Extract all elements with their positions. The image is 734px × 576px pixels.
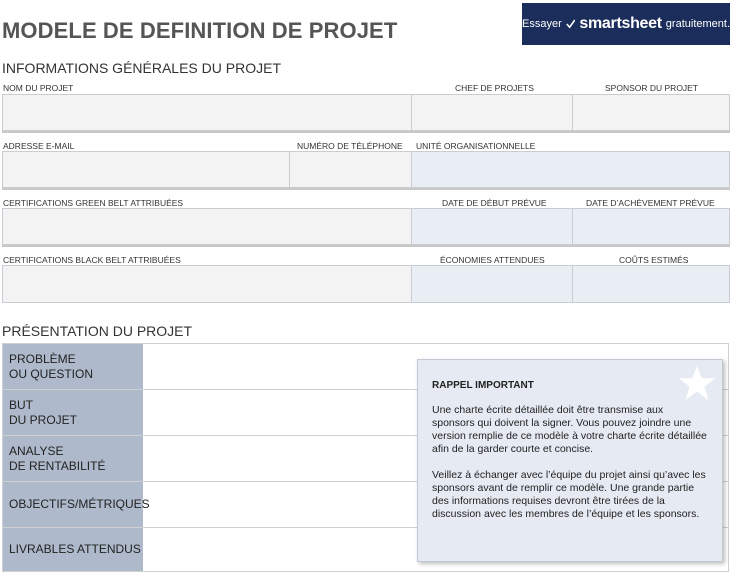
star-icon [678, 364, 716, 402]
expected-savings-field[interactable] [411, 265, 573, 303]
row-label-line: OU QUESTION [9, 366, 94, 381]
row-label-line: ANALYSE [9, 443, 64, 458]
row-divider [2, 131, 730, 133]
label-estimated-costs: COÛTS ESTIMÉS [619, 255, 689, 265]
row-label-line: DU PROJET [9, 412, 78, 427]
row-label-line: LIVRABLES ATTENDUS [9, 542, 141, 556]
row-label-problem [3, 344, 143, 389]
banner-suffix: gratuitement. [665, 18, 730, 30]
label-email: ADRESSE E-MAIL [3, 141, 75, 151]
row-label-goal [3, 390, 143, 435]
page-title: MODELE DE DEFINITION DE PROJET [2, 18, 398, 43]
project-manager-field[interactable] [411, 94, 573, 131]
label-green-belt: CERTIFICATIONS GREEN BELT ATTRIBUÉES [3, 198, 184, 208]
row-label-line: OBJECTIFS/MÉTRIQUES [9, 497, 150, 511]
note-paragraph-2: Veillez à échanger avec l’équipe du projet ainsi qu’avec les sponsors avant de remplir ce modèle. Une grande partie des informations requises devront être tirées de la discussion avec les membres de l’équipe et les sponsors. [432, 469, 706, 520]
label-org-unit: UNITÉ ORGANISATIONNELLE [416, 141, 536, 151]
banner-prefix: Essayer [522, 18, 562, 30]
project-sponsor-field[interactable] [572, 94, 730, 131]
label-project-name: NOM DU PROJET [3, 83, 74, 93]
smartsheet-trial-banner[interactable] [522, 3, 730, 45]
label-phone: NUMÉRO DE TÉLÉPHONE [297, 141, 403, 151]
phone-field[interactable] [289, 151, 412, 188]
important-reminder-note [417, 359, 723, 562]
label-expected-savings: ÉCONOMIES ATTENDUES [440, 255, 545, 265]
checkmark-logo-icon [566, 18, 576, 30]
note-paragraph-1: Une charte écrite détaillée doit être transmise aux sponsors qui doivent la signer. Vous pouvez joindre une version remplie de ce modèle à votre charte écrite détaillée afin de la garder courte et concise. [432, 404, 707, 455]
general-info-heading: INFORMATIONS GÉNÉRALES DU PROJET [2, 60, 281, 76]
row-label-business-case [3, 436, 143, 481]
start-date-field[interactable] [411, 208, 573, 245]
label-project-sponsor: SPONSOR DU PROJET [605, 83, 699, 93]
row-label-deliverables [3, 528, 143, 571]
email-field[interactable] [2, 151, 290, 188]
project-name-field[interactable] [2, 94, 412, 131]
green-belt-field[interactable] [2, 208, 412, 245]
row-divider [2, 245, 730, 247]
row-label-line: BUT [9, 397, 33, 412]
org-unit-field[interactable] [411, 151, 730, 188]
row-label-objectives [3, 482, 150, 527]
estimated-costs-field[interactable] [572, 265, 730, 303]
label-project-manager: CHEF DE PROJETS [455, 83, 534, 93]
label-start-date: DATE DE DÉBUT PRÉVUE [442, 198, 547, 208]
banner-brand: smartsheet [579, 15, 662, 32]
row-divider [2, 188, 730, 190]
label-end-date: DATE D’ACHÈVEMENT PRÉVUE [586, 198, 715, 208]
presentation-heading: PRÉSENTATION DU PROJET [2, 323, 193, 339]
note-title: RAPPEL IMPORTANT [432, 380, 534, 391]
black-belt-field[interactable] [2, 265, 412, 303]
label-black-belt: CERTIFICATIONS BLACK BELT ATTRIBUÉES [3, 255, 181, 265]
end-date-field[interactable] [572, 208, 730, 245]
row-label-line: PROBLÈME [9, 351, 76, 366]
row-label-line: DE RENTABILITÉ [9, 458, 106, 473]
